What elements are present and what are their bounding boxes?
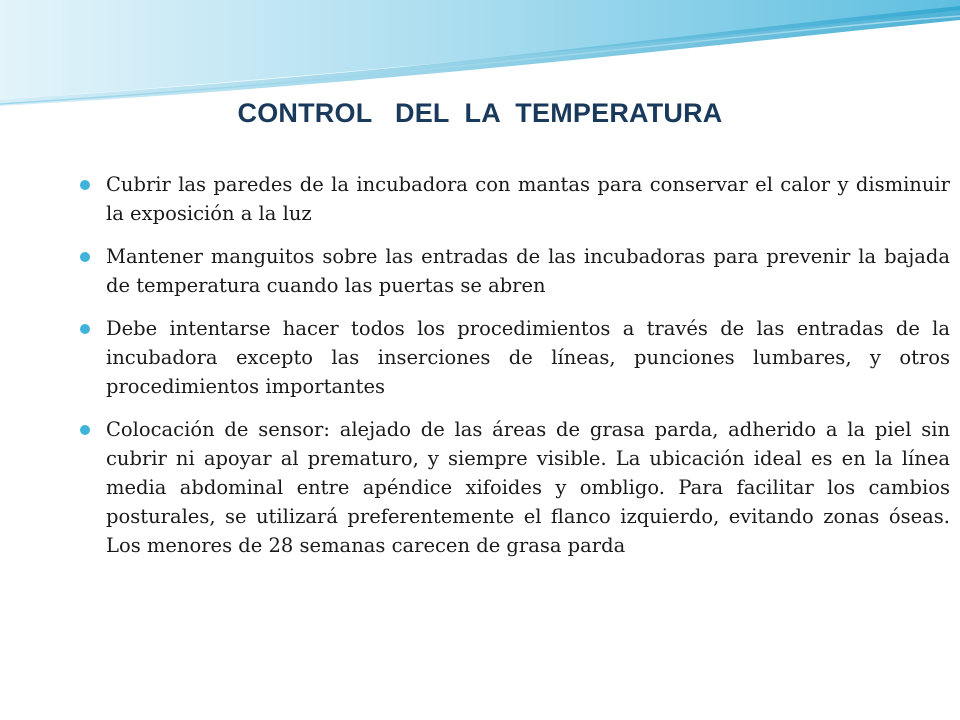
bullet-text: Cubrir las paredes de la incubadora con mantas para conservar el calor y disminuir la exposición a la luz bbox=[106, 173, 950, 225]
slide-title: CONTROL DEL LA TEMPERATURA bbox=[237, 98, 723, 128]
bullet-text: Mantener manguitos sobre las entradas de las incubadoras para prevenir la bajada de temperatura cuando las puertas se abren bbox=[106, 245, 950, 297]
wave-band-top bbox=[0, 0, 960, 100]
bullet-item bbox=[78, 170, 950, 228]
bullet-text: Debe intentarse hacer todos los procedimientos a través de las entradas de la incubadora excepto las inserciones de líneas, punciones lumbares, y otros procedimientos importantes bbox=[106, 317, 950, 398]
bullet-list bbox=[78, 170, 950, 574]
bullet-dot-icon bbox=[80, 180, 90, 190]
bullet-item bbox=[78, 314, 950, 401]
bullet-text: Colocación de sensor: alejado de las áreas de grasa parda, adherido a la piel sin cubrir ni apoyar al prematuro, y siempre visible. La ubicación ideal es en la línea media abdominal entre apéndice xifoides y ombligo. Para facilitar los cambios posturales, se utilizará preferentemente el flanco izquierdo, evitando zonas óseas. Los menores de 28 semanas carecen de grasa parda bbox=[106, 418, 950, 557]
bullet-item bbox=[78, 415, 950, 560]
bullet-dot-icon bbox=[80, 252, 90, 262]
bullet-item bbox=[78, 242, 950, 300]
bullet-dot-icon bbox=[80, 324, 90, 334]
bullet-dot-icon bbox=[80, 425, 90, 435]
